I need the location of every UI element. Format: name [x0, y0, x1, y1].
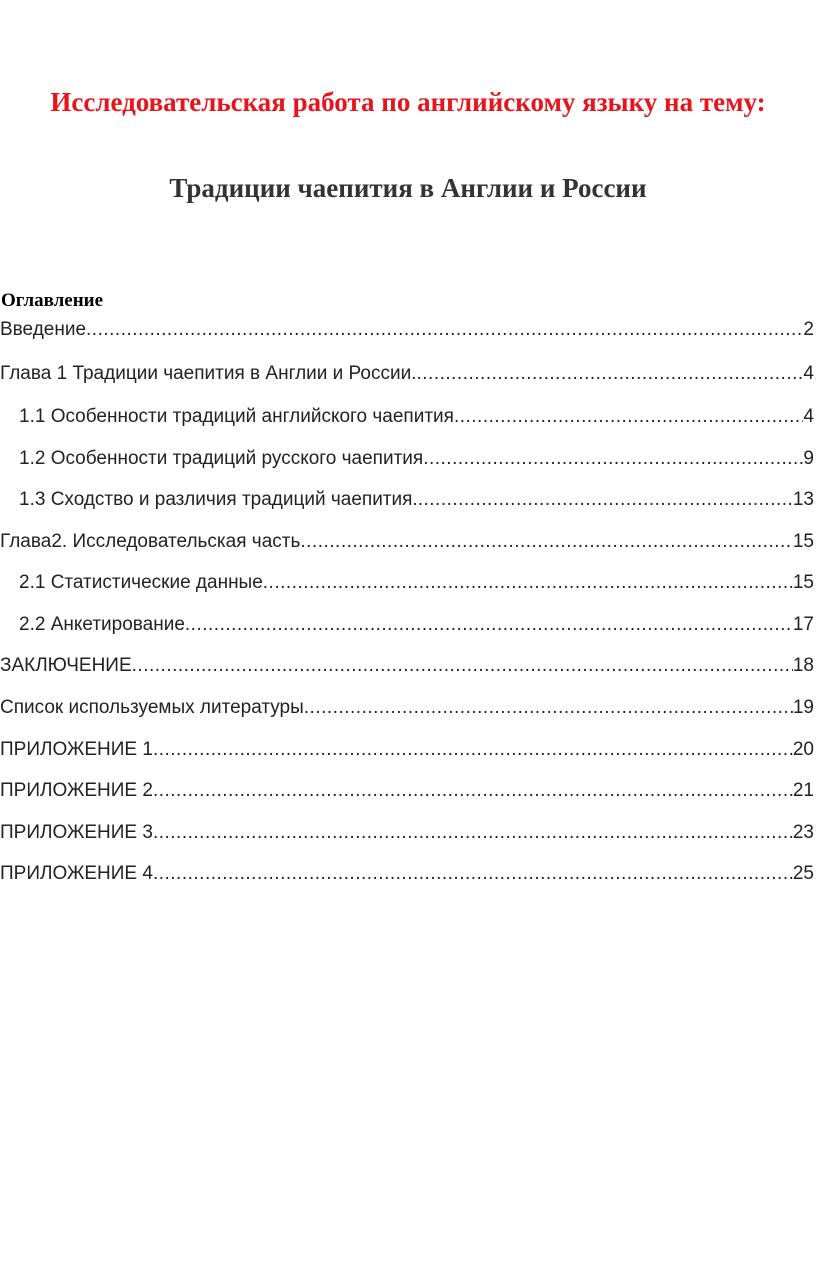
toc-heading: Оглавление [1, 290, 104, 311]
toc-dot-leader [185, 610, 793, 640]
toc-entry-page: 17 [792, 614, 814, 635]
toc-entry-text: ПРИЛОЖЕНИЕ 3 [0, 822, 153, 843]
toc-entry-text: 1.3 Сходство и различия традиций чаепития. [19, 489, 418, 510]
toc-entry-bibliography[interactable] [0, 693, 814, 723]
toc-entry-page: 15 [792, 531, 814, 552]
toc-entry-page: 15 [792, 572, 814, 593]
toc-entry-page: 25 [792, 863, 814, 884]
toc-entry-page: 9 [803, 448, 814, 469]
toc-entry-appendix-3[interactable] [0, 818, 814, 848]
toc-dot-leader [153, 735, 793, 765]
toc-entry-text: Глава2. Исследовательская часть [0, 531, 301, 552]
toc-dot-leader [263, 568, 793, 598]
toc-entry-appendix-2[interactable] [0, 776, 814, 806]
toc-dot-leader [418, 485, 793, 515]
toc-dot-leader [304, 693, 793, 723]
toc-dot-leader [132, 651, 793, 681]
toc-entry-2-1[interactable] [0, 568, 814, 598]
toc-entry-chapter-1[interactable] [0, 359, 814, 389]
toc-entry-appendix-1[interactable] [0, 735, 814, 765]
toc-dot-leader [423, 444, 803, 474]
toc-entry-1-3[interactable] [0, 485, 814, 515]
toc-entry-text: 1.2 Особенности традиций русского чаепития [19, 448, 424, 469]
toc-entry-text: 2.1 Статистические данные [19, 572, 263, 593]
toc-dot-leader [153, 859, 793, 889]
toc-entry-text: ПРИЛОЖЕНИЕ 1 [0, 739, 153, 760]
toc-entry-1-1[interactable] [0, 402, 814, 432]
toc-entry-text: Введение [0, 319, 87, 340]
toc-entry-text: Список используемых литературы [0, 697, 304, 718]
toc-dot-leader [153, 776, 793, 806]
document-subtitle: Традиции чаепития в Англии и России [169, 173, 647, 203]
toc-entry-text: 1.1 Особенности традиций английского чаепития [19, 406, 454, 427]
toc-entry-page: 2 [803, 319, 814, 340]
toc-entry-2-2[interactable] [0, 610, 814, 640]
toc-dot-leader [416, 359, 803, 389]
toc-entry-page: 13 [792, 489, 814, 510]
toc-entry-page: 20 [792, 739, 814, 760]
toc-entry-appendix-4[interactable] [0, 859, 814, 889]
toc-entry-1-2[interactable] [0, 444, 814, 474]
toc-entry-page: 18 [792, 655, 814, 676]
toc-entry-text: ПРИЛОЖЕНИЕ 4 [0, 863, 153, 884]
toc-entry-page: 4 [803, 406, 814, 427]
toc-entry-conclusion[interactable] [0, 651, 814, 681]
toc-entry-page: 21 [792, 780, 814, 801]
toc-entry-introduction[interactable] [0, 315, 814, 345]
toc-entry-text: Глава 1 Традиции чаепития в Англии и России. [0, 363, 417, 384]
toc-entry-page: 23 [792, 822, 814, 843]
toc-entry-text: ПРИЛОЖЕНИЕ 2 [0, 780, 153, 801]
toc-dot-leader [454, 402, 803, 432]
toc-dot-leader [300, 527, 792, 557]
toc-entry-page: 19 [792, 697, 814, 718]
toc-entry-chapter-2[interactable] [0, 527, 814, 557]
toc-dot-leader [86, 315, 803, 345]
document-title: Исследовательская работа по английскому языку на тему: [50, 87, 766, 117]
toc-entry-page: 4 [803, 363, 814, 384]
toc-entry-text: ЗАКЛЮЧЕНИЕ [0, 655, 132, 676]
toc-entry-text: 2.2 Анкетирование [19, 614, 185, 635]
toc-dot-leader [153, 818, 793, 848]
